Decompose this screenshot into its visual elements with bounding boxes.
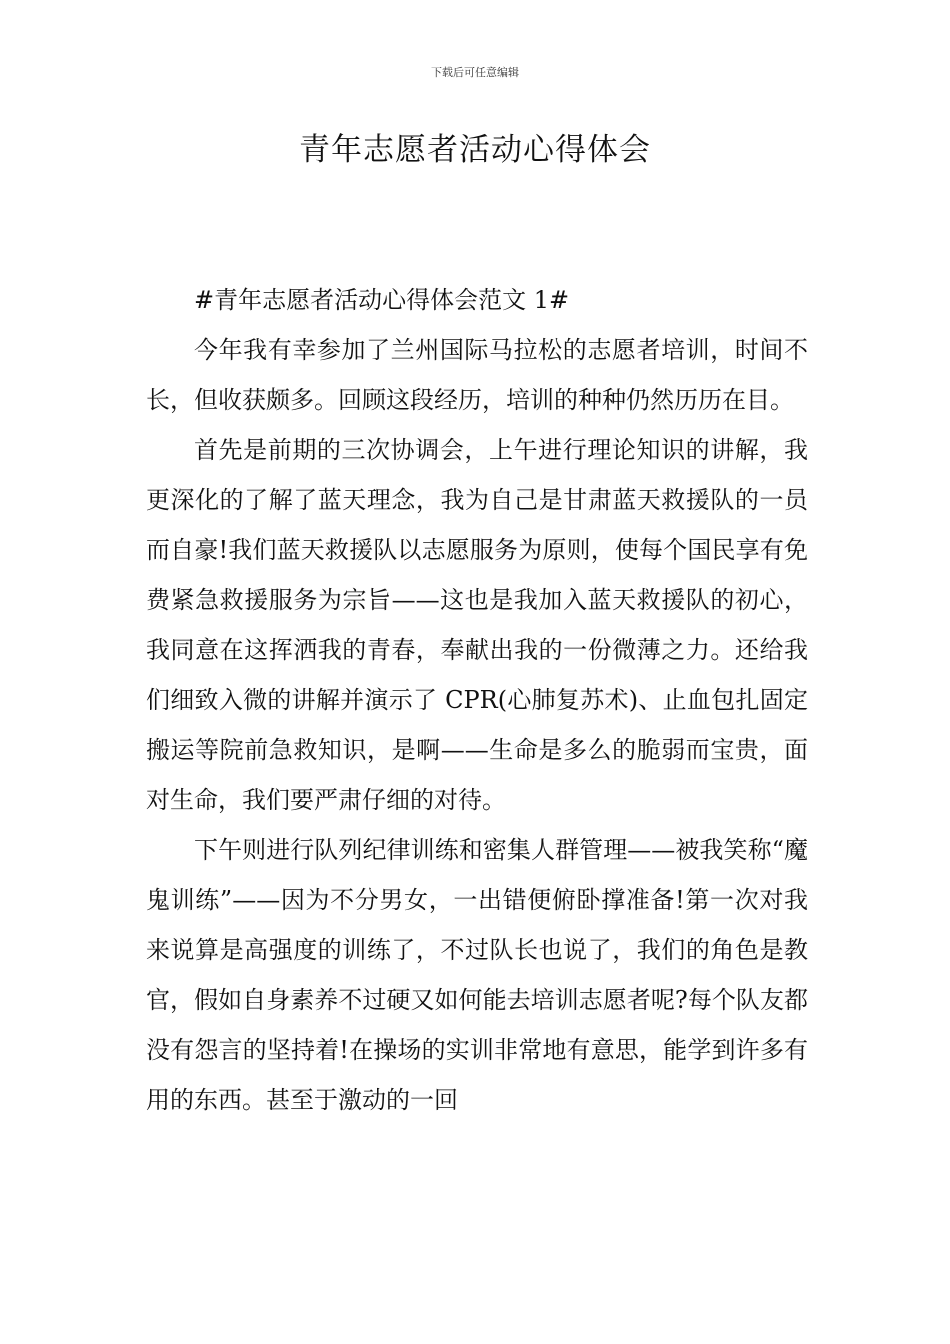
paragraph: 下午则进行队列纪律训练和密集人群管理——被我笑称“魔鬼训练”——因为不分男女，一出错便俯卧撑准备!第一次对我来说算是高强度的训练了，不过队长也说了，我们的角色是教官，假如自身素养不过硬又如何能去培训志愿者呢?每个队友都没有怨言的坚持着!在操场的实训非常地有意思，能学到许多有用的东西。甚至于激动的一回 [146, 836, 808, 1114]
header-note: 下载后可任意编辑 [431, 66, 519, 79]
document-title: 青年志愿者活动心得体会 [299, 132, 651, 168]
section-heading: #青年志愿者活动心得体会范文 1# [194, 286, 570, 314]
document-body [146, 275, 808, 1125]
paragraph: 首先是前期的三次协调会，上午进行理论知识的讲解，我更深化的了解了蓝天理念，我为自己是甘肃蓝天救援队的一员而自豪!我们蓝天救援队以志愿服务为原则，使每个国民享有免费紧急救援服务为宗旨——这也是我加入蓝天救援队的初心，我同意在这挥洒我的青春，奉献出我的一份微薄之力。还给我们细致入微的讲解并演示了 CPR(心肺复苏术)、止血包扎固定搬运等院前急救知识，是啊——生命是多么的脆弱而宝贵，面对生命，我们要严肃仔细的对待。 [146, 436, 808, 814]
paragraph: 今年我有幸参加了兰州国际马拉松的志愿者培训，时间不长，但收获颇多。回顾这段经历，培训的种种仍然历历在目。 [146, 336, 808, 414]
